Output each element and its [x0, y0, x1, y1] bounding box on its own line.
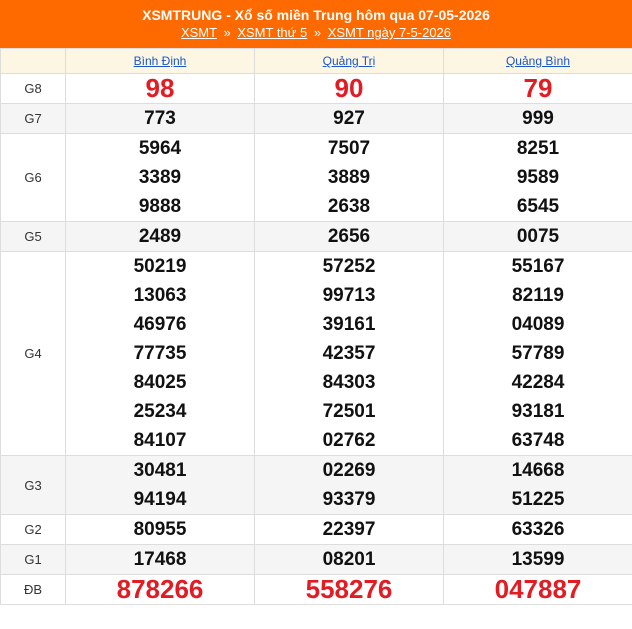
prize-cell — [66, 104, 255, 134]
prize-cell — [66, 515, 255, 545]
prize-number: 57252 — [322, 256, 376, 277]
prize-cell — [255, 222, 444, 252]
corner-cell — [1, 49, 66, 74]
prize-number: 0075 — [516, 226, 560, 247]
province-cell — [444, 49, 632, 74]
prize-number: 57789 — [511, 343, 565, 364]
prize-row-g2 — [1, 515, 632, 545]
prize-number: 63326 — [511, 519, 565, 540]
prize-cell — [255, 74, 444, 104]
prize-cell — [255, 456, 444, 515]
prize-number: 3389 — [138, 167, 182, 188]
prize-number: 93379 — [322, 489, 376, 510]
prize-label: G1 — [1, 545, 66, 575]
prize-number: 927 — [333, 108, 365, 129]
prize-cell — [444, 134, 632, 222]
page-header — [0, 0, 632, 48]
prize-row-db — [1, 575, 632, 605]
prize-number: 13599 — [511, 549, 565, 570]
prize-number: 3889 — [327, 167, 371, 188]
prize-number: 13063 — [133, 285, 187, 306]
prize-number: 04089 — [511, 314, 565, 335]
prize-number: 42357 — [322, 343, 376, 364]
prize-cell — [255, 515, 444, 545]
prize-number: 8251 — [516, 138, 560, 159]
prize-row-g4 — [1, 252, 632, 456]
prize-number: 42284 — [511, 372, 565, 393]
prize-cell — [66, 545, 255, 575]
prize-cell — [66, 74, 255, 104]
prize-number: 79 — [523, 73, 553, 103]
prize-number: 84025 — [133, 372, 187, 393]
prize-row-g1 — [1, 545, 632, 575]
prize-number: 047887 — [494, 574, 582, 604]
prize-number: 50219 — [133, 256, 187, 277]
prize-cell — [255, 252, 444, 456]
prize-row-g5 — [1, 222, 632, 252]
prize-number: 80955 — [133, 519, 187, 540]
prize-cell — [66, 134, 255, 222]
prize-number: 99713 — [322, 285, 376, 306]
prize-number: 7507 — [327, 138, 371, 159]
prize-number: 6545 — [516, 196, 560, 217]
breadcrumb — [0, 24, 632, 41]
prize-cell — [444, 222, 632, 252]
prize-number: 08201 — [322, 549, 376, 570]
prize-number: 46976 — [133, 314, 187, 335]
prize-cell — [66, 575, 255, 605]
prize-label: G5 — [1, 222, 66, 252]
prize-cell — [444, 104, 632, 134]
prize-number: 93181 — [511, 401, 565, 422]
prize-number: 5964 — [138, 138, 182, 159]
prize-cell — [444, 252, 632, 456]
prize-cell — [66, 252, 255, 456]
province-link-quang-binh[interactable]: Quảng Bình — [505, 54, 571, 68]
prize-number: 02762 — [322, 430, 376, 451]
prize-cell — [255, 545, 444, 575]
prize-number: 9589 — [516, 167, 560, 188]
prize-number: 84303 — [322, 372, 376, 393]
province-link-quang-tri[interactable]: Quảng Trị — [322, 54, 376, 68]
prize-number: 02269 — [322, 460, 376, 481]
prize-row-g6 — [1, 134, 632, 222]
results-table — [0, 48, 632, 605]
prize-number: 999 — [522, 108, 554, 129]
breadcrumb-separator: » — [223, 25, 231, 40]
prize-number: 77735 — [133, 343, 187, 364]
prize-number: 82119 — [512, 285, 564, 306]
prize-number: 51225 — [511, 489, 565, 510]
breadcrumb-xsmt-thu-5[interactable]: XSMT thứ 5 — [237, 25, 308, 40]
prize-number: 2656 — [327, 226, 371, 247]
prize-number: 39161 — [322, 314, 376, 335]
breadcrumb-xsmt[interactable]: XSMT — [180, 25, 217, 40]
prize-number: 878266 — [116, 574, 204, 604]
prize-number: 63748 — [511, 430, 565, 451]
prize-label: G7 — [1, 104, 66, 134]
prize-number: 17468 — [133, 549, 187, 570]
prize-number: 2638 — [327, 196, 371, 217]
prize-cell — [444, 456, 632, 515]
prize-cell — [444, 74, 632, 104]
prize-cell — [444, 515, 632, 545]
prize-number: 558276 — [305, 574, 393, 604]
prize-label: G8 — [1, 74, 66, 104]
prize-number: 22397 — [322, 519, 376, 540]
province-link-binh-dinh[interactable]: Bình Định — [133, 54, 187, 68]
prize-cell — [66, 456, 255, 515]
prize-number: 94194 — [133, 489, 187, 510]
breadcrumb-separator: » — [313, 25, 322, 40]
province-cell — [255, 49, 444, 74]
prize-number: 30481 — [133, 460, 187, 481]
prize-row-g7 — [1, 104, 632, 134]
page-title: XSMTRUNG - Xổ số miền Trung hôm qua 07-05-2026 — [142, 7, 490, 23]
prize-number: 84107 — [133, 430, 187, 451]
prize-number: 25234 — [133, 401, 187, 422]
prize-cell — [255, 134, 444, 222]
breadcrumb-xsmt-date[interactable]: XSMT ngày 7-5-2026 — [327, 25, 452, 40]
prize-number: 72501 — [322, 401, 376, 422]
prize-number: 773 — [144, 108, 176, 129]
prize-label: G6 — [1, 134, 66, 222]
prize-number: 14668 — [511, 460, 565, 481]
prize-label: G4 — [1, 252, 66, 456]
prize-number: 90 — [334, 73, 364, 103]
prize-row-g8 — [1, 74, 632, 104]
province-header-row — [1, 49, 632, 74]
prize-label: G2 — [1, 515, 66, 545]
prize-cell — [255, 104, 444, 134]
prize-number: 2489 — [138, 226, 182, 247]
province-cell — [66, 49, 255, 74]
prize-cell — [66, 222, 255, 252]
prize-cell — [255, 575, 444, 605]
prize-number: 9888 — [138, 196, 182, 217]
prize-label: ĐB — [1, 575, 66, 605]
prize-label: G3 — [1, 456, 66, 515]
prize-cell — [444, 575, 632, 605]
prize-number: 98 — [145, 73, 175, 103]
prize-cell — [444, 545, 632, 575]
prize-row-g3 — [1, 456, 632, 515]
prize-number: 55167 — [511, 256, 565, 277]
